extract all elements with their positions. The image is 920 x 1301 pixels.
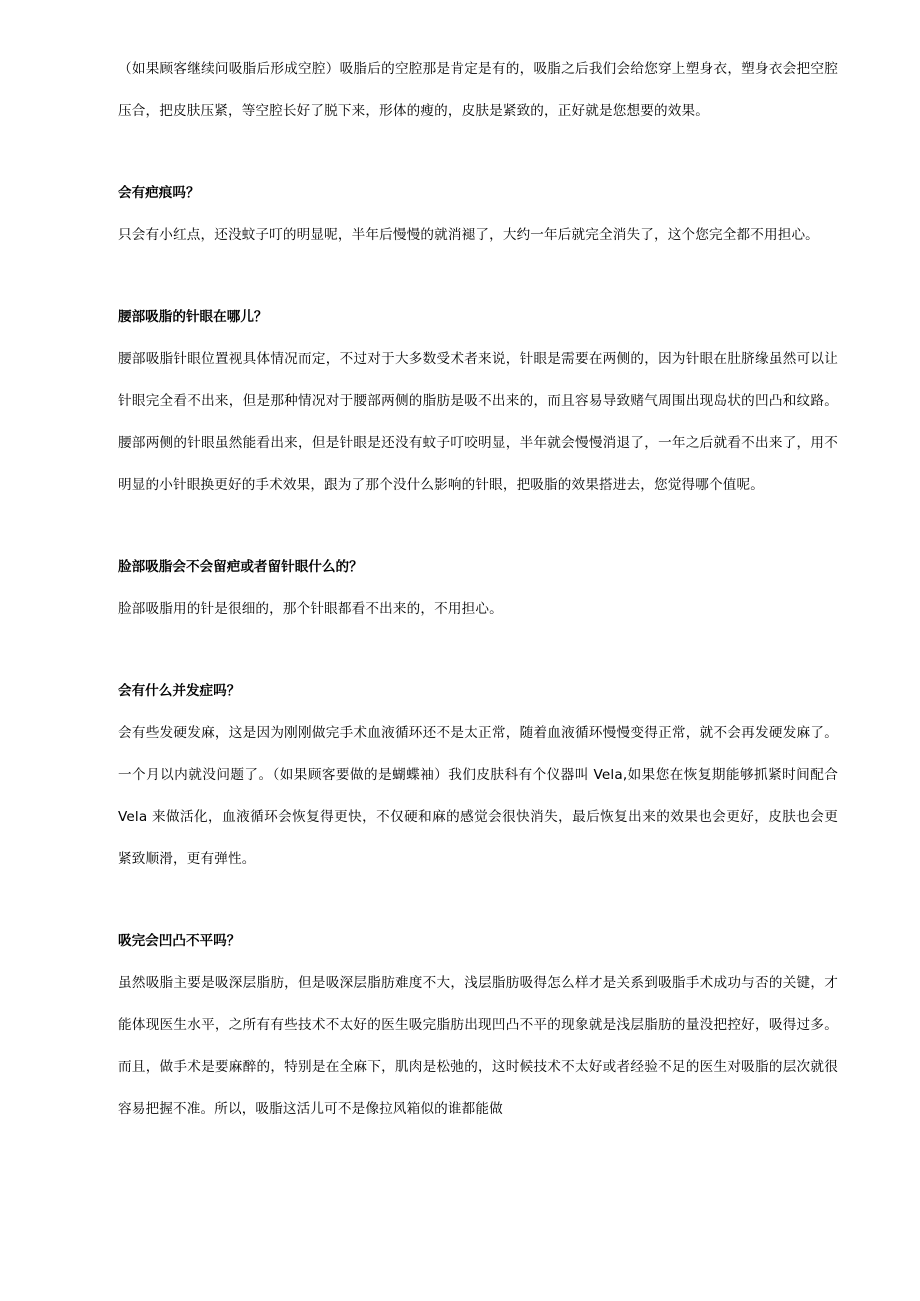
section-gap: [118, 506, 838, 546]
document-page: [118, 48, 838, 1130]
question-unevenness: 吸完会凹凸不平吗？: [118, 933, 241, 949]
answer-unevenness: 虽然吸脂主要是吸深层脂肪，但是吸深层脂肪难度不大，浅层脂肪吸得怎么样才是关系到吸脂手术成功与否的关键，才能体现医生水平，之所有有些技术不太好的医生吸完脂肪出现凹凸不平的现象就是浅层脂肪的量没把控好，吸得过多。而且，做手术是要麻醉的，特别是在全麻下，肌肉是松弛的，这时候技术不太好或者经验不足的医生对吸脂的层次就很容易把握不准。所以，吸脂这活儿可不是像拉风箱似的谁都能做: [118, 975, 838, 1117]
section-gap: [118, 630, 838, 670]
section-gap: [118, 132, 838, 172]
question-face-scar: 脸部吸脂会不会留疤或者留针眼什么的？: [118, 559, 363, 575]
section-gap: [118, 880, 838, 920]
answer-complications: 会有些发硬发麻，这是因为刚刚做完手术血液循环还不是太正常，随着血液循环慢慢变得正常，就不会再发硬发麻了。一个月以内就没问题了。（如果顾客要做的是蝴蝶袖）我们皮肤科有个仪器叫 Vela,如果您在恢复期能够抓紧时间配合 Vela 来做活化，血液循环会恢复得更快，不仅硬和麻的感觉会很快消失，最后恢复出来的效果也会更好，皮肤也会更紧致顺滑，更有弹性。: [118, 725, 838, 867]
question-scar: 会有疤痕吗？: [118, 185, 200, 201]
question-waist-needle: 腰部吸脂的针眼在哪儿？: [118, 309, 268, 325]
question-complications: 会有什么并发症吗？: [118, 683, 241, 699]
section-gap: [118, 256, 838, 296]
answer-paragraph-cavity: （如果顾客继续问吸脂后形成空腔）吸脂后的空腔那是肯定是有的，吸脂之后我们会给您穿上塑身衣，塑身衣会把空腔压合，把皮肤压紧，等空腔长好了脱下来，形体的瘦的，皮肤是紧致的，正好就是您想要的效果。: [118, 61, 838, 119]
answer-face-scar: 脸部吸脂用的针是很细的，那个针眼都看不出来的，不用担心。: [118, 601, 503, 617]
answer-scar: 只会有小红点，还没蚊子叮的明显呢，半年后慢慢的就消褪了，大约一年后就完全消失了，这个您完全都不用担心。: [118, 227, 819, 243]
answer-waist-needle: 腰部吸脂针眼位置视具体情况而定，不过对于大多数受术者来说，针眼是需要在两侧的，因为针眼在肚脐缘虽然可以让针眼完全看不出来，但是那种情况对于腰部两侧的脂肪是吸不出来的，而且容易导致赌气周围出现岛状的凹凸和纹路。腰部两侧的针眼虽然能看出来，但是针眼是还没有蚊子叮咬明显，半年就会慢慢消退了，一年之后就看不出来了，用不明显的小针眼换更好的手术效果，跟为了那个没什么影响的针眼，把吸脂的效果搭进去，您觉得哪个值呢。: [118, 351, 838, 493]
